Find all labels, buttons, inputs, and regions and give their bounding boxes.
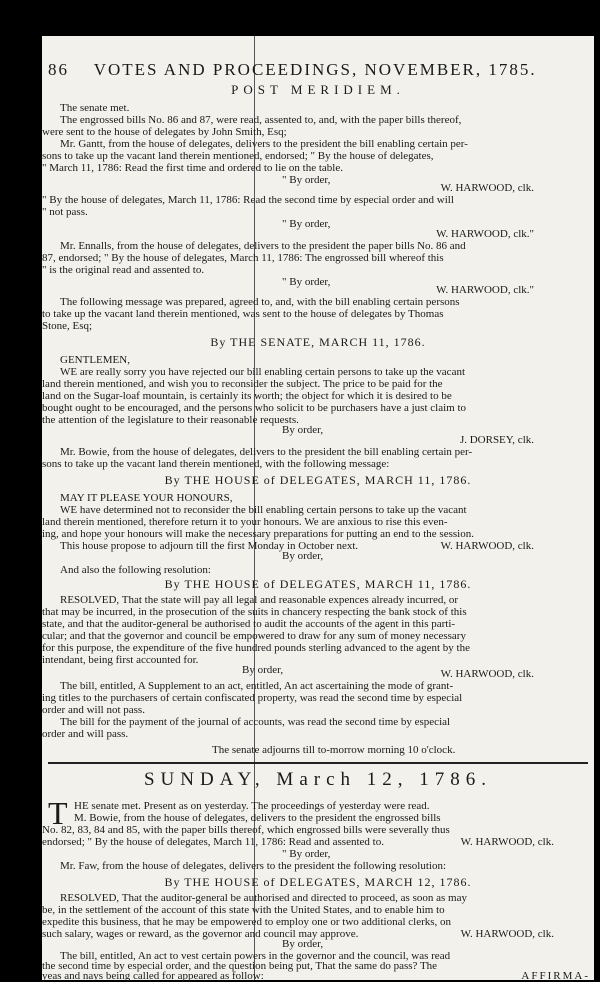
text-line: such salary, wages or reward, as the governor and council may approve. — [42, 928, 359, 940]
text-line: " By order, — [282, 848, 331, 860]
text-line: ing, and hope your honours will make the necessary preparations for putting an end to the session. — [42, 528, 474, 540]
signature-line: W. HARWOOD, clk. — [440, 540, 534, 552]
text-line: Mr. Faw, from the house of delegates, delivers to the president the following resolution: — [60, 860, 447, 872]
text-line: " By order, — [282, 218, 331, 230]
heading-house-delegates: By THE HOUSE of DELEGATES, MARCH 11, 1786. — [164, 577, 472, 591]
text-line: " By order, — [282, 174, 331, 186]
text-line: ing titles to the purchasers of certain confiscated property, was read the second time by especial — [42, 692, 463, 704]
text-line: RESOLVED, That the auditor-general be authorised and directed to proceed, as soon as may — [60, 892, 467, 904]
text-line: Mr. Gantt, from the house of delegates, delivers to the president the bill enabling certain per- — [60, 138, 468, 150]
text-line: " By the house of delegates, March 11, 1786: Read the second time by especial order and will — [42, 194, 454, 206]
text-line: WE have determined not to reconsider the bill enabling certain persons to take up the vacant — [60, 504, 467, 516]
text-line: the attention of the legislature to their reasonable requests. — [42, 414, 299, 426]
text-line: HE senate met. Present as on yesterday. The proceedings of yesterday were read. — [74, 800, 430, 812]
text-line: land on the Sugar-loaf mountain, is certainly its worth; the object for which it is desired to be — [42, 390, 452, 402]
text-line: GENTLEMEN, — [60, 354, 130, 366]
heading-house-delegates: By THE HOUSE of DELEGATES, MARCH 12, 1786. — [164, 875, 472, 889]
text-line: The bill, entitled, A Supplement to an act, entitled, An act ascertaining the mode of grant- — [60, 680, 454, 692]
text-line: The bill for the payment of the journal of accounts, was read the second time by especial — [60, 716, 451, 728]
text-line: And also the following resolution: — [60, 564, 211, 576]
signature-line: W. HARWOOD, clk. — [460, 928, 554, 940]
text-line: be, in the settlement of the account of this state with the United States, and to enable him to — [42, 904, 445, 916]
text-line: By order, — [282, 424, 324, 436]
catchword: AFFIRMA- — [521, 970, 590, 982]
heading-house-delegates: By THE HOUSE of DELEGATES, MARCH 11, 1786. — [164, 473, 472, 487]
text-line: for this purpose, the expenditure of the five hundred pounds sterling advanced to the agent by the — [42, 642, 470, 654]
text-line: By order, — [242, 664, 284, 676]
signature-line: W. HARWOOD, clk." — [436, 284, 534, 296]
heading-senate: By THE SENATE, MARCH 11, 1786. — [210, 335, 426, 349]
text-line: The engrossed bills No. 86 and 87, were read, assented to, and, with the paper bills thereof, — [60, 114, 462, 126]
text-line: RESOLVED, That the state will pay all legal and reasonable expences already incurred, or — [60, 594, 459, 606]
text-line: By order, — [282, 550, 324, 562]
text-line: By order, — [282, 938, 324, 950]
text-line: The following message was prepared, agreed to, and, with the bill enabling certain persons — [60, 296, 460, 308]
text-line: Stone, Esq; — [42, 320, 93, 332]
text-line: The senate met. — [60, 102, 130, 114]
text-line: yeas and nays being called for appeared as follow: — [42, 970, 264, 982]
text-line: state, and that the auditor-general be authorised to audit the accounts of the agent in this parti- — [42, 618, 456, 630]
text-line: The bill, entitled, An act to vest certain powers in the governor and the council, was read — [60, 950, 451, 962]
text-line: bought ought to be encouraged, and the persons who solicit to be purchasers have a just claim to — [42, 402, 467, 414]
section-divider — [48, 762, 588, 764]
text-line: This house propose to adjourn till the first Monday in October next. — [60, 540, 359, 552]
text-line: cular; and that the governor and council be empowered to draw for any sum of money necessary — [42, 630, 466, 642]
signature-line: W. HARWOOD, clk. — [440, 668, 534, 680]
text-line: sons to take up the vacant land therein mentioned, endorsed; " By the house of delegates, — [42, 150, 434, 162]
text-line: " March 11, 1786: Read the first time and ordered to lie on the table. — [42, 162, 343, 174]
text-line: MAY IT PLEASE YOUR HONOURS, — [60, 492, 233, 504]
text-line: Mr. Bowie, from the house of delegates, delivers to the president the bill enabling certain per- — [60, 446, 473, 458]
text-line: order and will not pass. — [42, 704, 145, 716]
drop-cap: T — [48, 795, 68, 831]
page-header — [48, 60, 537, 80]
text-line: WE are really sorry you have rejected our bill enabling certain persons to take up the vacant — [60, 366, 466, 378]
text-line: to take up the vacant land therein mentioned, was sent to the house of delegates by Thomas — [42, 308, 444, 320]
page-title: VOTES AND PROCEEDINGS, NOVEMBER, 1785. — [93, 60, 537, 79]
section-title-post-meridiem: POST MERIDIEM. — [231, 82, 405, 97]
section-title-sunday: SUNDAY, March 12, 1786. — [143, 769, 493, 790]
page-number: 86 — [48, 60, 69, 79]
text-line: Mr. Ennalls, from the house of delegates, delivers to the president the paper bills No. 86 and — [60, 240, 466, 252]
text-line: " By order, — [282, 276, 331, 288]
signature-line: J. DORSEY, clk. — [459, 434, 534, 446]
signature-line: W. HARWOOD, clk." — [436, 228, 534, 240]
text-line: were sent to the house of delegates by John Smith, Esq; — [42, 126, 287, 138]
text-line: M. Bowie, from the house of delegates, delivers to the president the engrossed bills — [74, 812, 441, 824]
document-page — [42, 36, 594, 980]
text-line: that may be incurred, in the prosecution of the suits in chancery respecting the bank stock of this — [42, 606, 467, 618]
text-line: expedite this business, that he may be empowered to employ one or two additional clerks, on — [42, 916, 452, 928]
text-line: No. 82, 83, 84 and 85, with the paper bills thereof, which engrossed bills were severally thus — [42, 824, 450, 836]
text-line: 87, endorsed; " By the house of delegates, March 11, 1786: The engrossed bill whereof this — [42, 252, 444, 264]
text-line: " not pass. — [42, 206, 88, 218]
text-line: order and will pass. — [42, 728, 129, 740]
text-line: " is the original read and assented to. — [42, 264, 205, 276]
signature-line: W. HARWOOD, clk. — [440, 182, 534, 194]
text-line: The senate adjourns till to-morrow morning 10 o'clock. — [212, 744, 456, 756]
text-line: land therein mentioned, therefore return it to your honours. We are anxious to rise this even- — [42, 516, 448, 528]
text-line: sons to take up the vacant land therein mentioned, with the following message: — [42, 458, 390, 470]
signature-line: W. HARWOOD, clk. — [460, 836, 554, 848]
text-line: land therein mentioned, and wish you to reconsider the subject. The price to be paid for the — [42, 378, 443, 390]
text-line: endorsed; " By the house of delegates, March 11, 1786: Read and assented to. — [42, 836, 384, 848]
text-line: intendant, being first accounted for. — [42, 654, 199, 666]
text-line: the second time by especial order, and the question being put, That the same do pass? The — [42, 960, 438, 972]
